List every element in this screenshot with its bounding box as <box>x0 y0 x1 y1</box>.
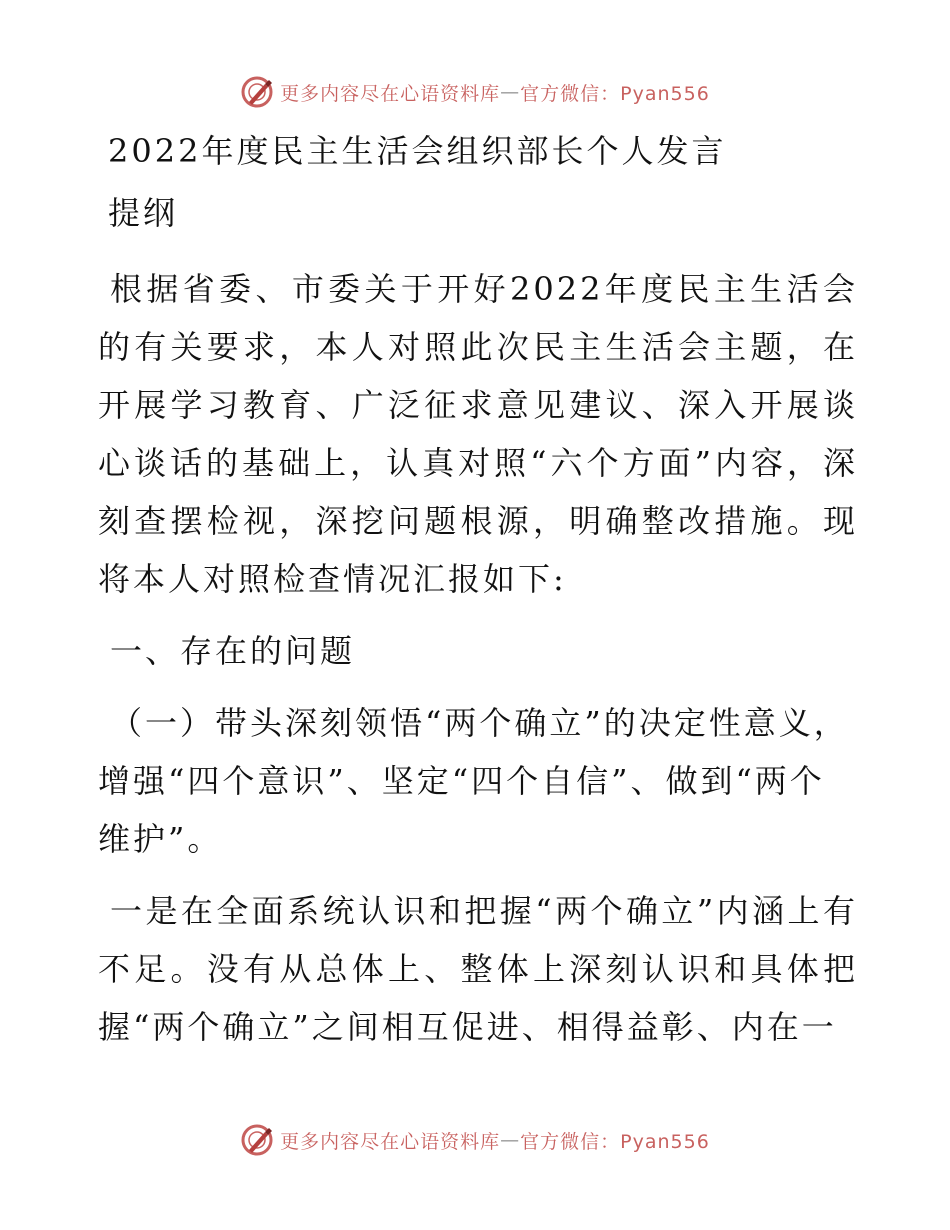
banner-brand-text: 更多内容尽在心语资料库 <box>280 1130 501 1153</box>
banner-contact-text: 官方微信：Pyan556 <box>520 1130 710 1153</box>
point-paragraph-1: 一是在全面系统认识和把握“两个确立”内涵上有不足。没有从总体上、整体上深刻认识和具体把握“两个确立”之间相互促进、相得益彰、内在一 <box>98 892 858 1046</box>
footer-watermark-banner <box>0 1118 950 1162</box>
document-title: 2022年度民主生活会组织部长个人发言 <box>108 132 727 170</box>
subsection-heading-1: （一）带头深刻领悟“两个确立”的决定性意义，增强“四个意识”、坚定“四个自信”、做到“两个维护”。 <box>98 704 849 858</box>
pen-seal-icon <box>240 1123 274 1157</box>
banner-contact-text: 官方微信：Pyan556 <box>520 82 710 105</box>
intro-paragraph: 根据省委、市委关于开好2022年度民主生活会的有关要求，本人对照此次民主生活会主题，在开展学习教育、广泛征求意见建议、深入开展谈心谈话的基础上，认真对照“六个方面”内容，深刻查摆检视，深挖问题根源，明确整改措施。现将本人对照检查情况汇报如下: <box>98 270 858 598</box>
banner-brand-text: 更多内容尽在心语资料库 <box>280 82 501 105</box>
document-subtitle: 提纲 <box>108 194 179 232</box>
header-watermark-banner <box>0 70 950 114</box>
banner-separator: — <box>500 81 521 103</box>
banner-separator: — <box>500 1129 521 1151</box>
document-body <box>98 122 858 1070</box>
pen-seal-icon <box>240 75 274 109</box>
section-heading-problems: 一、存在的问题 <box>110 632 356 670</box>
